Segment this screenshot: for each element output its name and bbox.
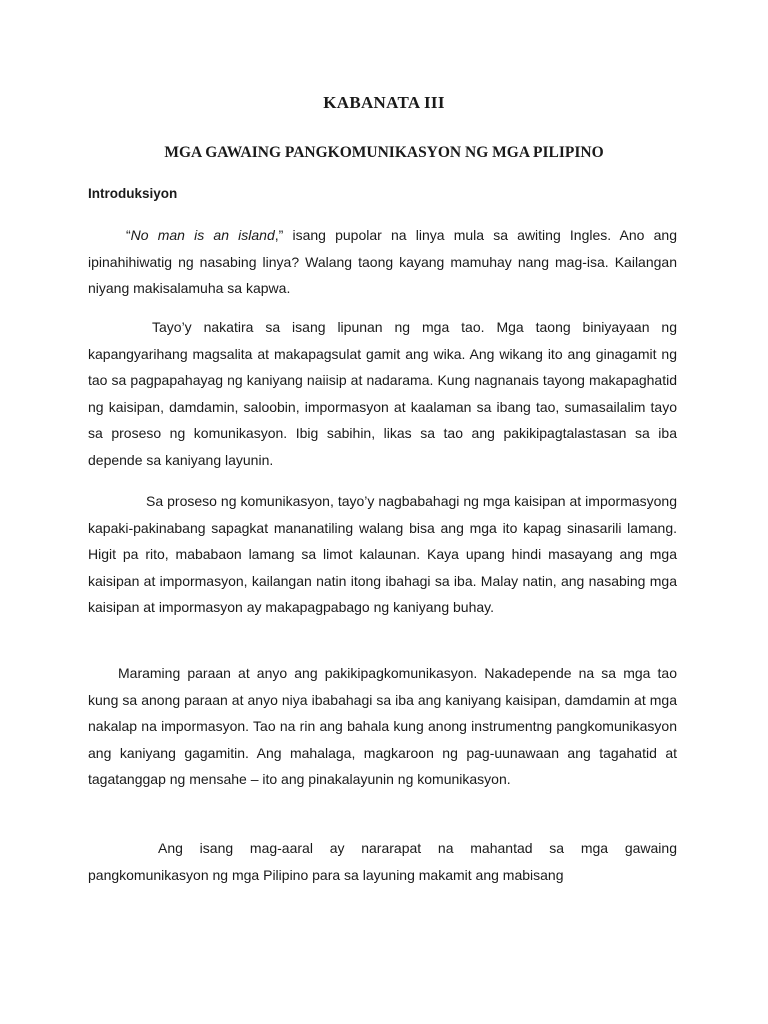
paragraph-4: Maraming paraan at anyo ang pakikipagkomunikasyon. Nakadepende na sa mga tao kung sa anong paraan at anyo niya ibabahagi sa iba ang kaniyang kaisipan, damdamin at mga nakalap na impormasyon. Tao na rin ang bahala kung anong instrumentng pangkomunikasyon ang kaniyang gagamitin. Ang mahalaga, magkaroon ng pag-uunawaan ang tagahatid at tagatanggap ng mensahe – ito ang pinakalayunin ng komunikasyon. xyxy=(88,665,677,787)
paragraph-3: Sa proseso ng komunikasyon, tayo’y nagbabahagi ng mga kaisipan at impormasyong kapaki-pakinabang sapagkat mananatiling walang bisa ang mga ito kapag sinasarili lamang. Higit pa rito, mababaon lamang sa limot kalaunan. Kaya upang hindi masayang ang mga kaisipan at impormasyon, kailangan natin itong ibahagi sa iba. Malay natin, ang nasabing mga kaisipan at impormasyon ay makapagpabago ng kaniyang buhay. xyxy=(88,493,677,615)
paragraph-5: Ang isang mag-aaral ay nararapat na mahantad sa mga gawaing pangkomunikasyon ng mga Pilipino para sa layuning makamit ang mabisang xyxy=(88,840,677,883)
subheading-introduksiyon: Introduksiyon xyxy=(88,186,178,201)
chapter-title: KABANATA III xyxy=(323,93,445,112)
section-title: MGA GAWAING PANGKOMUNIKASYON NG MGA PILIPINO xyxy=(164,144,604,161)
paragraph-2: Tayo’y nakatira sa isang lipunan ng mga tao. Mga taong biniyayaan ng kapangyarihang magsalita at makapagsulat gamit ang wika. Ang wikang ito ang ginagamit ng tao sa pagpapahayag ng kaniyang naiisip at nadarama. Kung nagnanais tayong makapaghatid ng kaisipan, damdamin, saloobin, impormasyon at kaalaman sa ibang tao, sumasailalim tayo sa proseso ng komunikasyon. Ibig sabihin, likas sa tao ang pakikipagtalastasan sa iba depende sa kaniyang layunin. xyxy=(88,319,677,468)
quote-italic: No man is an island xyxy=(130,227,275,243)
open-quote: “ xyxy=(126,227,131,243)
paragraph-1-rest: ,” isang pupolar na linya mula sa awiting Ingles. Ano ang ipinahihiwatig ng nasabing linya? Walang taong kayang mamuhay nang mag-isa. Kailangan niyang makisalamuha sa kapwa. xyxy=(88,227,677,296)
paragraph-1 xyxy=(88,222,677,302)
